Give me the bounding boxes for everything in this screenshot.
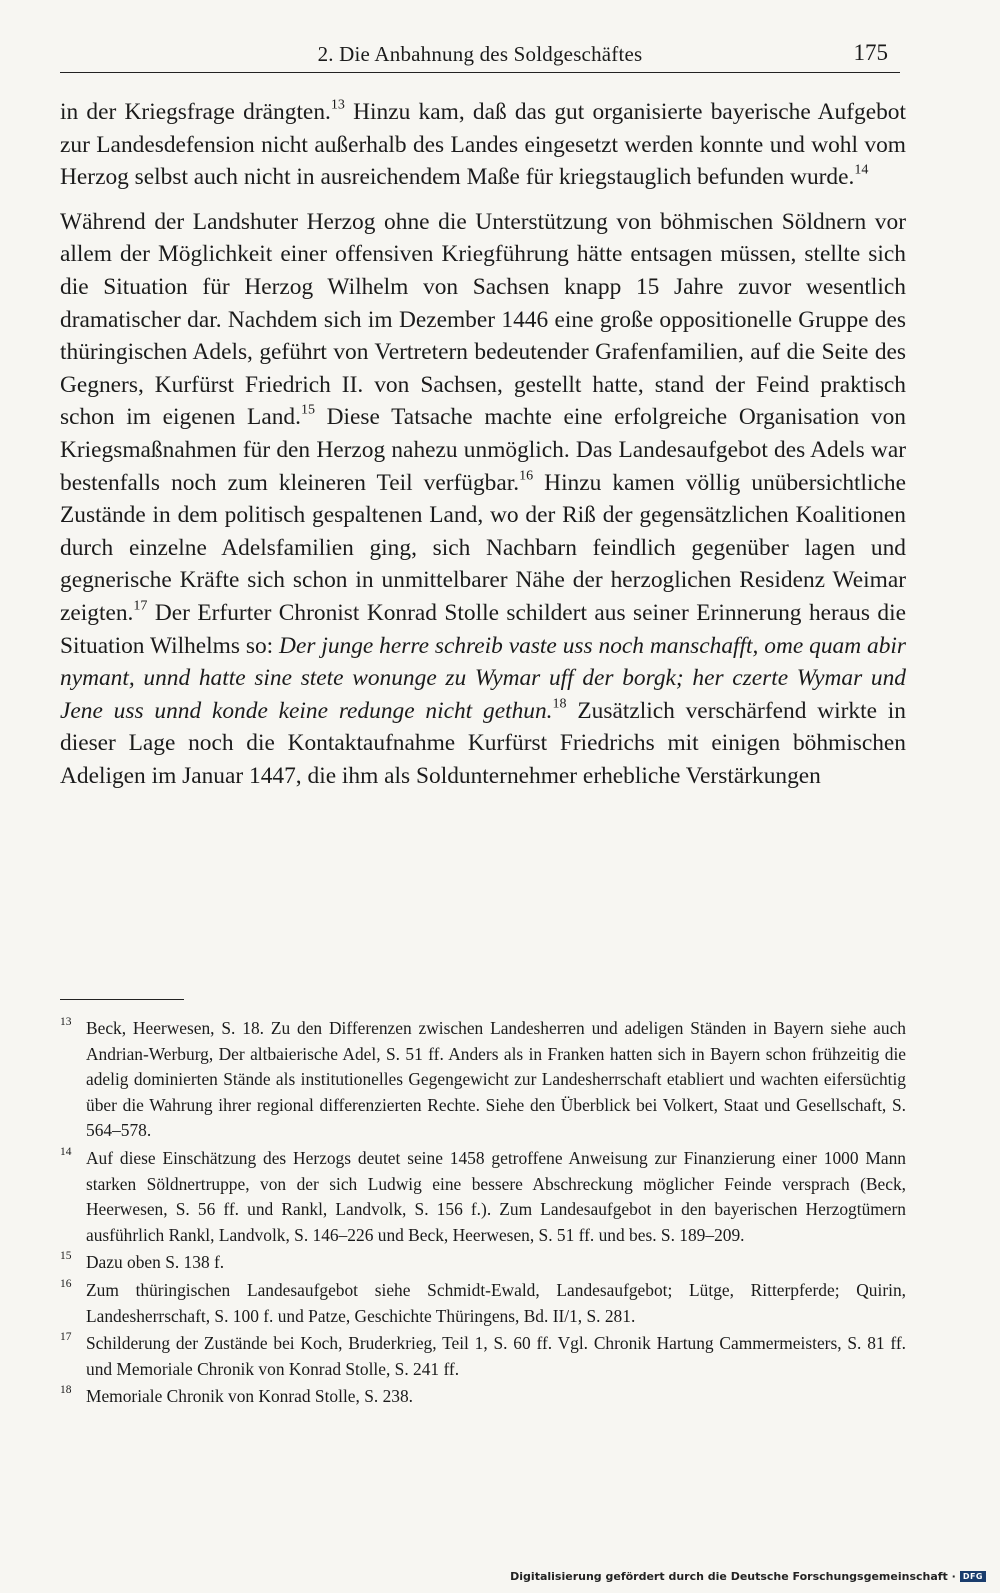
- text-run: Hinzu kamen völlig unübersichtliche Zustände in dem politisch gespaltenen Land, wo der Riß der gegensätzlichen Koalitionen durch einzelne Adelsfamilien ging, sich Nachbarn feindlich gegenüber lagen und gegnerische Kräfte sich schon in unmittelbarer Nähe der herzoglichen Residenz Weimar zeigten.: [60, 469, 906, 626]
- digitization-credit: [510, 1570, 986, 1583]
- footnote-ref: 17: [133, 597, 148, 614]
- dfg-logo: DFG: [960, 1571, 986, 1582]
- footnote: [60, 1250, 906, 1276]
- credit-text: Digitalisierung gefördert durch die Deutsche Forschungsgemeinschaft ·: [510, 1570, 956, 1583]
- footnote-ref: 16: [519, 467, 534, 484]
- footnote-ref: 18: [552, 695, 567, 712]
- footnote-text: Auf diese Einschätzung des Herzogs deutet seine 1458 getroffene Anweisung zur Finanzierung einer 1000 Mann starken Söldnertruppe, von der sich Ludwig eine bessere Abschreckung möglicher Feinde versprach (Beck, Heerwesen, S. 56 ff. und Rankl, Landvolk, S. 156 f.). Zum Landesaufgebot in den bayerischen Herzogtümern ausführlich Rankl, Landvolk, S. 146–226 und Beck, Heerwesen, S. 51 ff. und bes. S. 189–209.: [86, 1147, 906, 1245]
- footnote: [60, 1331, 906, 1382]
- footnote-text: Memoriale Chronik von Konrad Stolle, S. 238.: [86, 1386, 414, 1407]
- text-run: Während der Landshuter Herzog ohne die Unterstützung von böhmischen Söldnern vor allem der Möglichkeit einer offensiven Kriegführung hätte entsagen müssen, stellte sich die Situation für Herzog Wilhelm von Sachsen knapp 15 Jahre zuvor wesentlich dramatischer dar. Nachdem sich im Dezember 1446 eine große oppositionelle Gruppe des thüringischen Adels, geführt von Vertretern bedeutender Grafenfamilien, auf die Seite des Gegners, Kurfürst Friedrich II. von Sachsen, gestellt hatte, stand der Feind praktisch schon im eigenen Land.: [60, 208, 906, 431]
- footnote-rule: [60, 999, 184, 1000]
- footnote-number: 16: [60, 1277, 72, 1290]
- text-run: in der Kriegsfrage drängten.: [60, 99, 331, 125]
- footnote: [60, 1384, 906, 1410]
- footnote: [60, 1016, 906, 1144]
- footnote-ref: 14: [854, 161, 869, 178]
- footnote: [60, 1278, 906, 1329]
- text-run: Zusätzlich verschärfend wirkte in dieser Lage noch die Kontaktaufnahme Kurfürst Friedrichs mit einigen böhmischen Adeligen im Januar 1447, die ihm als Soldunternehmer erhebliche Verstärkungen: [60, 697, 906, 789]
- text-run: Diese Tatsache machte eine erfolgreiche Organisation von Kriegsmaßnahmen für den Herzog nahezu unmöglich. Das Landesaufgebot des Adels war bestenfalls noch zum kleineren Teil verfügbar.: [60, 404, 906, 496]
- footnote-number: 14: [60, 1145, 72, 1158]
- text-run: Hinzu kam, daß das gut organisierte bayerische Aufgebot zur Landesdefension nicht außerhalb des Landes eingesetzt werden konnte und wohl vom Herzog selbst auch nicht in ausreichendem Maße für kriegstauglich befunden wurde.: [60, 99, 907, 191]
- footnote-text: Dazu oben S. 138 f.: [86, 1252, 225, 1273]
- paragraph-2: [60, 206, 906, 793]
- footnote-text: Schilderung der Zustände bei Koch, Bruderkrieg, Teil 1, S. 60 ff. Vgl. Chronik Hartung Cammermeisters, S. 81 ff. und Memoriale Chronik von Konrad Stolle, S. 241 ff.: [86, 1333, 906, 1379]
- footnotes: [60, 1016, 906, 1412]
- page-header: [60, 38, 900, 73]
- footnote-text: Zum thüringischen Landesaufgebot siehe Schmidt-Ewald, Landesaufgebot; Lütge, Ritterpferde; Quirin, Landesherrschaft, S. 100 f. und Patze, Geschichte Thüringens, Bd. II/1, S. 281.: [86, 1279, 906, 1326]
- paragraph-1: [60, 96, 906, 194]
- running-head: 2. Die Anbahnung des Soldgeschäftes: [317, 42, 643, 66]
- footnote-ref: 15: [300, 401, 315, 418]
- footnote-ref: 13: [330, 96, 345, 113]
- footnote-number: 15: [60, 1250, 72, 1263]
- main-text: [60, 96, 906, 792]
- chronicle-quote: Der junge herre schreib vaste uss noch manschafft, ome quam abir nymant, unnd hatte sine stete wonunge zu Wymar uff der borgk; her czerte Wymar und Jene uss unnd konde keine redunge nicht gethun.: [60, 632, 906, 724]
- footnote-number: 13: [60, 1016, 72, 1028]
- footnote-text: Beck, Heerwesen, S. 18. Zu den Differenzen zwischen Landesherren und adeligen Ständen in Bayern siehe auch Andrian-Werburg, Der altbaierische Adel, S. 51 ff. Anders als in Franken hatten sich in Bayern schon frühzeitig die adelig dominierten Stände als institutionelles Gegengewicht zur Landesherrschaft etabliert und wachten eifersüchtig über die Wahrung ihrer regional differenzierten Rechte. Siehe den Überblick bei Volkert, Staat und Gesellschaft, S. 564–578.: [86, 1018, 906, 1141]
- footnote-number: 18: [60, 1384, 72, 1397]
- footnote-number: 17: [60, 1331, 72, 1344]
- footnote: [60, 1146, 906, 1248]
- text-run: Der Erfurter Chronist Konrad Stolle schildert aus seiner Erinnerung heraus die Situation Wilhelms so:: [60, 599, 906, 659]
- page-number: 175: [853, 40, 888, 65]
